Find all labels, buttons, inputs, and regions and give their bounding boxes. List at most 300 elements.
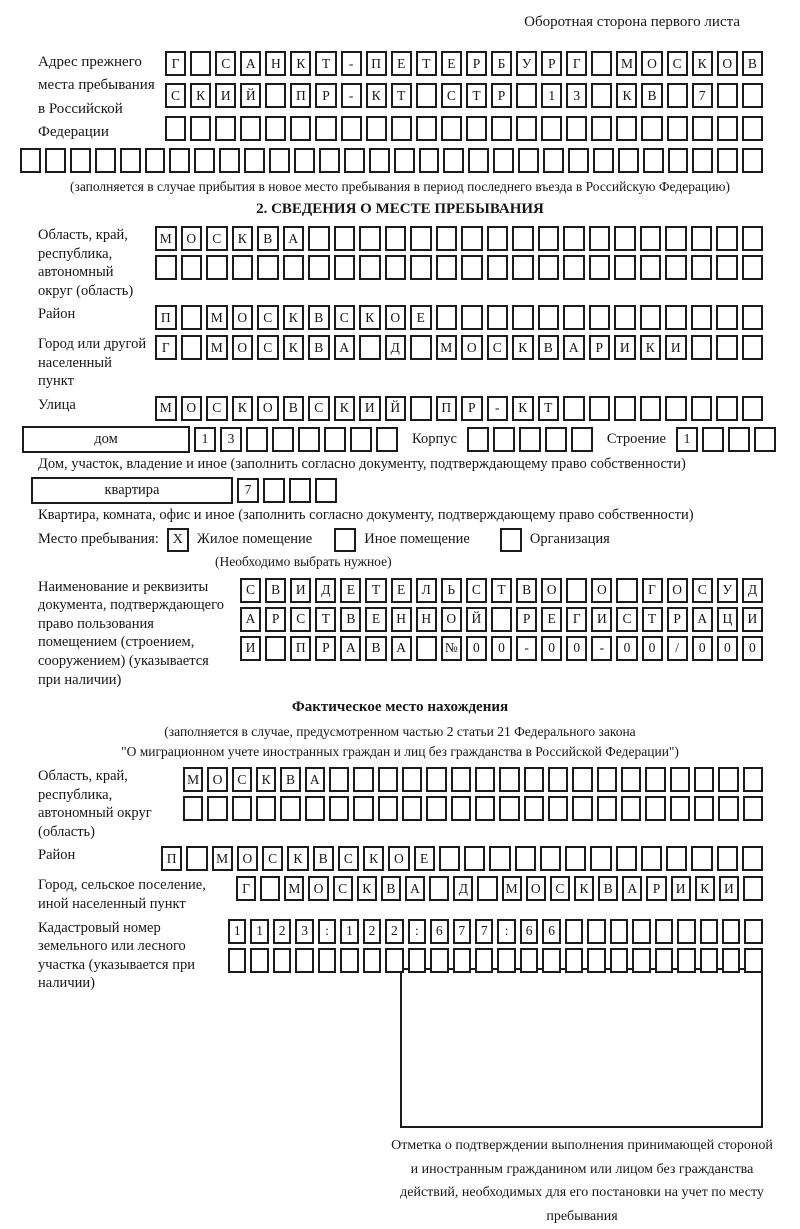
char-cell[interactable]: О	[181, 396, 203, 421]
char-cell[interactable]: 3	[220, 427, 242, 452]
char-cell[interactable]	[524, 767, 544, 792]
char-cell[interactable]: Д	[742, 578, 763, 603]
char-cell[interactable]	[655, 919, 673, 944]
char-cell[interactable]: -	[341, 83, 362, 108]
char-cell[interactable]	[359, 335, 381, 360]
char-cell[interactable]	[519, 427, 541, 452]
char-cell[interactable]	[272, 427, 294, 452]
char-cell[interactable]: К	[357, 876, 377, 901]
char-cell[interactable]	[294, 148, 315, 173]
char-cell[interactable]: О	[541, 578, 562, 603]
char-cell[interactable]	[246, 427, 268, 452]
char-cell[interactable]	[430, 948, 448, 973]
char-cell[interactable]: М	[436, 335, 458, 360]
char-cell[interactable]: №	[441, 636, 462, 661]
char-cell[interactable]	[640, 226, 662, 251]
char-cell[interactable]: -	[591, 636, 612, 661]
char-cell[interactable]: П	[290, 636, 311, 661]
char-cell[interactable]	[722, 919, 740, 944]
char-cell[interactable]: Е	[365, 607, 386, 632]
char-cell[interactable]: В	[641, 83, 662, 108]
char-cell[interactable]: М	[616, 51, 637, 76]
char-cell[interactable]: Е	[541, 607, 562, 632]
char-cell[interactable]	[206, 255, 228, 280]
char-cell[interactable]	[665, 396, 687, 421]
char-cell[interactable]: И	[614, 335, 636, 360]
char-cell[interactable]	[283, 255, 305, 280]
char-cell[interactable]: К	[232, 396, 254, 421]
char-cell[interactable]	[475, 948, 493, 973]
char-cell[interactable]	[20, 148, 41, 173]
char-cell[interactable]	[475, 796, 495, 821]
char-cell[interactable]	[265, 83, 286, 108]
char-cell[interactable]	[572, 767, 592, 792]
char-cell[interactable]: А	[563, 335, 585, 360]
char-cell[interactable]	[466, 116, 487, 141]
char-cell[interactable]	[426, 796, 446, 821]
char-cell[interactable]: Ь	[441, 578, 462, 603]
char-cell[interactable]	[489, 846, 510, 871]
char-cell[interactable]: О	[591, 578, 612, 603]
char-cell[interactable]: С	[165, 83, 186, 108]
checkbox-residential[interactable]: X	[167, 528, 189, 552]
char-cell[interactable]	[359, 255, 381, 280]
char-cell[interactable]	[743, 876, 763, 901]
char-cell[interactable]	[716, 396, 738, 421]
char-cell[interactable]: А	[283, 226, 305, 251]
char-cell[interactable]: 7	[237, 478, 259, 503]
char-cell[interactable]	[426, 767, 446, 792]
char-cell[interactable]: М	[155, 226, 177, 251]
char-cell[interactable]	[334, 255, 356, 280]
char-cell[interactable]	[257, 255, 279, 280]
char-cell[interactable]	[487, 255, 509, 280]
char-cell[interactable]	[692, 116, 713, 141]
char-cell[interactable]: С	[334, 305, 356, 330]
char-cell[interactable]: Р	[541, 51, 562, 76]
char-cell[interactable]	[614, 396, 636, 421]
char-cell[interactable]: А	[692, 607, 713, 632]
char-cell[interactable]: К	[190, 83, 211, 108]
char-cell[interactable]: Е	[441, 51, 462, 76]
char-cell[interactable]	[641, 846, 662, 871]
char-cell[interactable]	[742, 846, 763, 871]
char-cell[interactable]	[70, 148, 91, 173]
char-cell[interactable]: К	[363, 846, 384, 871]
char-cell[interactable]	[376, 427, 398, 452]
char-cell[interactable]	[453, 948, 471, 973]
char-cell[interactable]: К	[640, 335, 662, 360]
char-cell[interactable]	[329, 796, 349, 821]
char-cell[interactable]	[621, 796, 641, 821]
char-cell[interactable]	[744, 919, 762, 944]
char-cell[interactable]: У	[516, 51, 537, 76]
char-cell[interactable]	[263, 478, 285, 503]
char-cell[interactable]	[155, 255, 177, 280]
char-cell[interactable]: К	[616, 83, 637, 108]
char-cell[interactable]	[563, 305, 585, 330]
char-cell[interactable]: К	[283, 305, 305, 330]
char-cell[interactable]	[207, 796, 227, 821]
char-cell[interactable]	[742, 305, 764, 330]
char-cell[interactable]: Е	[391, 51, 412, 76]
char-cell[interactable]: М	[155, 396, 177, 421]
char-cell[interactable]	[341, 116, 362, 141]
char-cell[interactable]	[572, 796, 592, 821]
char-cell[interactable]	[353, 767, 373, 792]
char-cell[interactable]	[439, 846, 460, 871]
char-cell[interactable]	[667, 116, 688, 141]
char-cell[interactable]: Р	[315, 83, 336, 108]
char-cell[interactable]: Й	[240, 83, 261, 108]
char-cell[interactable]	[742, 255, 764, 280]
char-cell[interactable]: А	[405, 876, 425, 901]
char-cell[interactable]	[359, 226, 381, 251]
char-cell[interactable]: О	[257, 396, 279, 421]
char-cell[interactable]	[464, 846, 485, 871]
char-cell[interactable]	[298, 427, 320, 452]
char-cell[interactable]: М	[284, 876, 304, 901]
char-cell[interactable]	[742, 335, 764, 360]
char-cell[interactable]	[315, 478, 337, 503]
char-cell[interactable]: 1	[250, 919, 268, 944]
char-cell[interactable]: С	[240, 578, 261, 603]
char-cell[interactable]	[290, 116, 311, 141]
char-cell[interactable]	[441, 116, 462, 141]
char-cell[interactable]: И	[671, 876, 691, 901]
char-cell[interactable]: 7	[692, 83, 713, 108]
char-cell[interactable]: -	[487, 396, 509, 421]
char-cell[interactable]: К	[512, 396, 534, 421]
char-cell[interactable]	[614, 305, 636, 330]
char-cell[interactable]	[402, 796, 422, 821]
char-cell[interactable]: 1	[194, 427, 216, 452]
char-cell[interactable]	[670, 796, 690, 821]
char-cell[interactable]	[353, 796, 373, 821]
char-cell[interactable]	[589, 226, 611, 251]
char-cell[interactable]	[516, 116, 537, 141]
char-cell[interactable]	[477, 876, 497, 901]
char-cell[interactable]	[391, 116, 412, 141]
char-cell[interactable]: К	[359, 305, 381, 330]
char-cell[interactable]: К	[283, 335, 305, 360]
char-cell[interactable]	[516, 83, 537, 108]
char-cell[interactable]	[568, 148, 589, 173]
char-cell[interactable]	[385, 948, 403, 973]
char-cell[interactable]	[186, 846, 207, 871]
char-cell[interactable]	[743, 767, 763, 792]
char-cell[interactable]	[228, 948, 246, 973]
char-cell[interactable]: 3	[566, 83, 587, 108]
char-cell[interactable]	[183, 796, 203, 821]
char-cell[interactable]: 1	[676, 427, 698, 452]
char-cell[interactable]	[429, 876, 449, 901]
char-cell[interactable]	[497, 948, 515, 973]
char-cell[interactable]: О	[461, 335, 483, 360]
char-cell[interactable]: С	[290, 607, 311, 632]
char-cell[interactable]	[616, 578, 637, 603]
char-cell[interactable]	[694, 767, 714, 792]
char-cell[interactable]	[475, 767, 495, 792]
char-cell[interactable]	[666, 846, 687, 871]
char-cell[interactable]	[324, 427, 346, 452]
char-cell[interactable]	[416, 83, 437, 108]
char-cell[interactable]	[742, 148, 763, 173]
char-cell[interactable]	[520, 948, 538, 973]
char-cell[interactable]: Г	[642, 578, 663, 603]
char-cell[interactable]: М	[206, 305, 228, 330]
char-cell[interactable]: :	[408, 919, 426, 944]
char-cell[interactable]: К	[695, 876, 715, 901]
char-cell[interactable]	[215, 116, 236, 141]
char-cell[interactable]	[614, 255, 636, 280]
char-cell[interactable]	[565, 948, 583, 973]
char-cell[interactable]	[308, 226, 330, 251]
char-cell[interactable]	[591, 51, 612, 76]
char-cell[interactable]	[589, 305, 611, 330]
char-cell[interactable]	[408, 948, 426, 973]
char-cell[interactable]	[563, 396, 585, 421]
char-cell[interactable]	[691, 335, 713, 360]
char-cell[interactable]	[691, 255, 713, 280]
char-cell[interactable]	[691, 846, 712, 871]
char-cell[interactable]	[667, 83, 688, 108]
char-cell[interactable]	[717, 846, 738, 871]
char-cell[interactable]	[694, 796, 714, 821]
char-cell[interactable]	[181, 255, 203, 280]
char-cell[interactable]: О	[232, 305, 254, 330]
char-cell[interactable]	[610, 948, 628, 973]
char-cell[interactable]: Р	[646, 876, 666, 901]
char-cell[interactable]	[295, 948, 313, 973]
char-cell[interactable]: И	[719, 876, 739, 901]
char-cell[interactable]: 2	[363, 919, 381, 944]
char-cell[interactable]: В	[308, 335, 330, 360]
char-cell[interactable]: В	[742, 51, 763, 76]
char-cell[interactable]	[742, 396, 764, 421]
char-cell[interactable]	[190, 51, 211, 76]
char-cell[interactable]	[244, 148, 265, 173]
char-cell[interactable]: А	[334, 335, 356, 360]
char-cell[interactable]: И	[591, 607, 612, 632]
char-cell[interactable]	[566, 578, 587, 603]
char-cell[interactable]	[718, 767, 738, 792]
char-cell[interactable]: П	[436, 396, 458, 421]
char-cell[interactable]: /	[667, 636, 688, 661]
char-cell[interactable]	[610, 919, 628, 944]
char-cell[interactable]: Т	[391, 83, 412, 108]
char-cell[interactable]	[120, 148, 141, 173]
char-cell[interactable]	[589, 396, 611, 421]
char-cell[interactable]	[716, 255, 738, 280]
char-cell[interactable]: О	[526, 876, 546, 901]
char-cell[interactable]: Т	[416, 51, 437, 76]
char-cell[interactable]: Р	[667, 607, 688, 632]
char-cell[interactable]: Ц	[717, 607, 738, 632]
char-cell[interactable]	[515, 846, 536, 871]
char-cell[interactable]: 3	[295, 919, 313, 944]
char-cell[interactable]: 1	[541, 83, 562, 108]
char-cell[interactable]	[378, 796, 398, 821]
char-cell[interactable]	[632, 948, 650, 973]
char-cell[interactable]	[493, 148, 514, 173]
char-cell[interactable]	[670, 767, 690, 792]
char-cell[interactable]: К	[334, 396, 356, 421]
char-cell[interactable]: 7	[453, 919, 471, 944]
char-cell[interactable]: А	[305, 767, 325, 792]
char-cell[interactable]	[691, 396, 713, 421]
char-cell[interactable]	[742, 116, 763, 141]
char-cell[interactable]	[668, 148, 689, 173]
char-cell[interactable]	[677, 919, 695, 944]
char-cell[interactable]: 2	[385, 919, 403, 944]
char-cell[interactable]	[240, 116, 261, 141]
char-cell[interactable]	[402, 767, 422, 792]
char-cell[interactable]	[677, 948, 695, 973]
char-cell[interactable]: А	[240, 607, 261, 632]
char-cell[interactable]	[436, 255, 458, 280]
char-cell[interactable]	[493, 427, 515, 452]
char-cell[interactable]: С	[550, 876, 570, 901]
char-cell[interactable]: 0	[717, 636, 738, 661]
char-cell[interactable]	[597, 767, 617, 792]
char-cell[interactable]: В	[340, 607, 361, 632]
char-cell[interactable]	[548, 796, 568, 821]
char-cell[interactable]: В	[516, 578, 537, 603]
char-cell[interactable]: 6	[542, 919, 560, 944]
char-cell[interactable]: В	[283, 396, 305, 421]
char-cell[interactable]	[692, 148, 713, 173]
char-cell[interactable]: 2	[273, 919, 291, 944]
char-cell[interactable]	[538, 255, 560, 280]
char-cell[interactable]: Г	[155, 335, 177, 360]
char-cell[interactable]: И	[742, 607, 763, 632]
char-cell[interactable]: 0	[742, 636, 763, 661]
char-cell[interactable]	[655, 948, 673, 973]
char-cell[interactable]	[512, 226, 534, 251]
char-cell[interactable]: В	[280, 767, 300, 792]
char-cell[interactable]: М	[183, 767, 203, 792]
char-cell[interactable]	[518, 148, 539, 173]
char-cell[interactable]	[265, 636, 286, 661]
char-cell[interactable]: Т	[365, 578, 386, 603]
char-cell[interactable]: К	[290, 51, 311, 76]
char-cell[interactable]: К	[512, 335, 534, 360]
char-cell[interactable]	[265, 116, 286, 141]
char-cell[interactable]	[280, 796, 300, 821]
char-cell[interactable]: В	[313, 846, 334, 871]
char-cell[interactable]: :	[318, 919, 336, 944]
char-cell[interactable]	[541, 116, 562, 141]
char-cell[interactable]	[641, 116, 662, 141]
char-cell[interactable]	[385, 226, 407, 251]
char-cell[interactable]: С	[466, 578, 487, 603]
char-cell[interactable]: С	[333, 876, 353, 901]
char-cell[interactable]: Д	[453, 876, 473, 901]
char-cell[interactable]: Р	[516, 607, 537, 632]
char-cell[interactable]: О	[717, 51, 738, 76]
char-cell[interactable]: К	[574, 876, 594, 901]
char-cell[interactable]	[640, 255, 662, 280]
char-cell[interactable]: 0	[541, 636, 562, 661]
char-cell[interactable]	[716, 305, 738, 330]
char-cell[interactable]: С	[616, 607, 637, 632]
char-cell[interactable]: М	[212, 846, 233, 871]
char-cell[interactable]	[591, 83, 612, 108]
char-cell[interactable]: 7	[475, 919, 493, 944]
char-cell[interactable]	[587, 948, 605, 973]
char-cell[interactable]: Й	[466, 607, 487, 632]
char-cell[interactable]: О	[232, 335, 254, 360]
char-cell[interactable]	[273, 948, 291, 973]
char-cell[interactable]	[487, 305, 509, 330]
char-cell[interactable]	[165, 116, 186, 141]
char-cell[interactable]: Г	[566, 51, 587, 76]
char-cell[interactable]	[436, 305, 458, 330]
char-cell[interactable]	[538, 226, 560, 251]
char-cell[interactable]: В	[538, 335, 560, 360]
char-cell[interactable]	[543, 148, 564, 173]
char-cell[interactable]	[597, 796, 617, 821]
char-cell[interactable]: К	[692, 51, 713, 76]
char-cell[interactable]: О	[181, 226, 203, 251]
char-cell[interactable]: К	[366, 83, 387, 108]
char-cell[interactable]: К	[232, 226, 254, 251]
char-cell[interactable]: :	[497, 919, 515, 944]
char-cell[interactable]: Р	[265, 607, 286, 632]
char-cell[interactable]: И	[215, 83, 236, 108]
char-cell[interactable]	[319, 148, 340, 173]
char-cell[interactable]: Т	[538, 396, 560, 421]
char-cell[interactable]	[593, 148, 614, 173]
char-cell[interactable]	[722, 948, 740, 973]
char-cell[interactable]	[691, 226, 713, 251]
char-cell[interactable]	[436, 226, 458, 251]
char-cell[interactable]: И	[359, 396, 381, 421]
char-cell[interactable]: Е	[410, 305, 432, 330]
char-cell[interactable]	[632, 919, 650, 944]
char-cell[interactable]	[590, 846, 611, 871]
char-cell[interactable]	[542, 948, 560, 973]
char-cell[interactable]: А	[622, 876, 642, 901]
char-cell[interactable]: Р	[315, 636, 336, 661]
char-cell[interactable]: М	[206, 335, 228, 360]
char-cell[interactable]	[563, 255, 585, 280]
checkbox-organization[interactable]	[500, 528, 522, 552]
char-cell[interactable]	[394, 148, 415, 173]
char-cell[interactable]: С	[257, 335, 279, 360]
char-cell[interactable]	[621, 767, 641, 792]
char-cell[interactable]: 6	[520, 919, 538, 944]
char-cell[interactable]: О	[441, 607, 462, 632]
char-cell[interactable]	[369, 148, 390, 173]
char-cell[interactable]: Д	[385, 335, 407, 360]
char-cell[interactable]	[344, 148, 365, 173]
char-cell[interactable]	[416, 636, 437, 661]
char-cell[interactable]: В	[598, 876, 618, 901]
char-cell[interactable]	[410, 335, 432, 360]
char-cell[interactable]	[665, 255, 687, 280]
char-cell[interactable]: Р	[589, 335, 611, 360]
char-cell[interactable]	[618, 148, 639, 173]
char-cell[interactable]	[614, 226, 636, 251]
char-cell[interactable]	[545, 427, 567, 452]
char-cell[interactable]: С	[262, 846, 283, 871]
char-cell[interactable]: И	[290, 578, 311, 603]
char-cell[interactable]	[410, 226, 432, 251]
char-cell[interactable]: 0	[616, 636, 637, 661]
char-cell[interactable]	[512, 255, 534, 280]
